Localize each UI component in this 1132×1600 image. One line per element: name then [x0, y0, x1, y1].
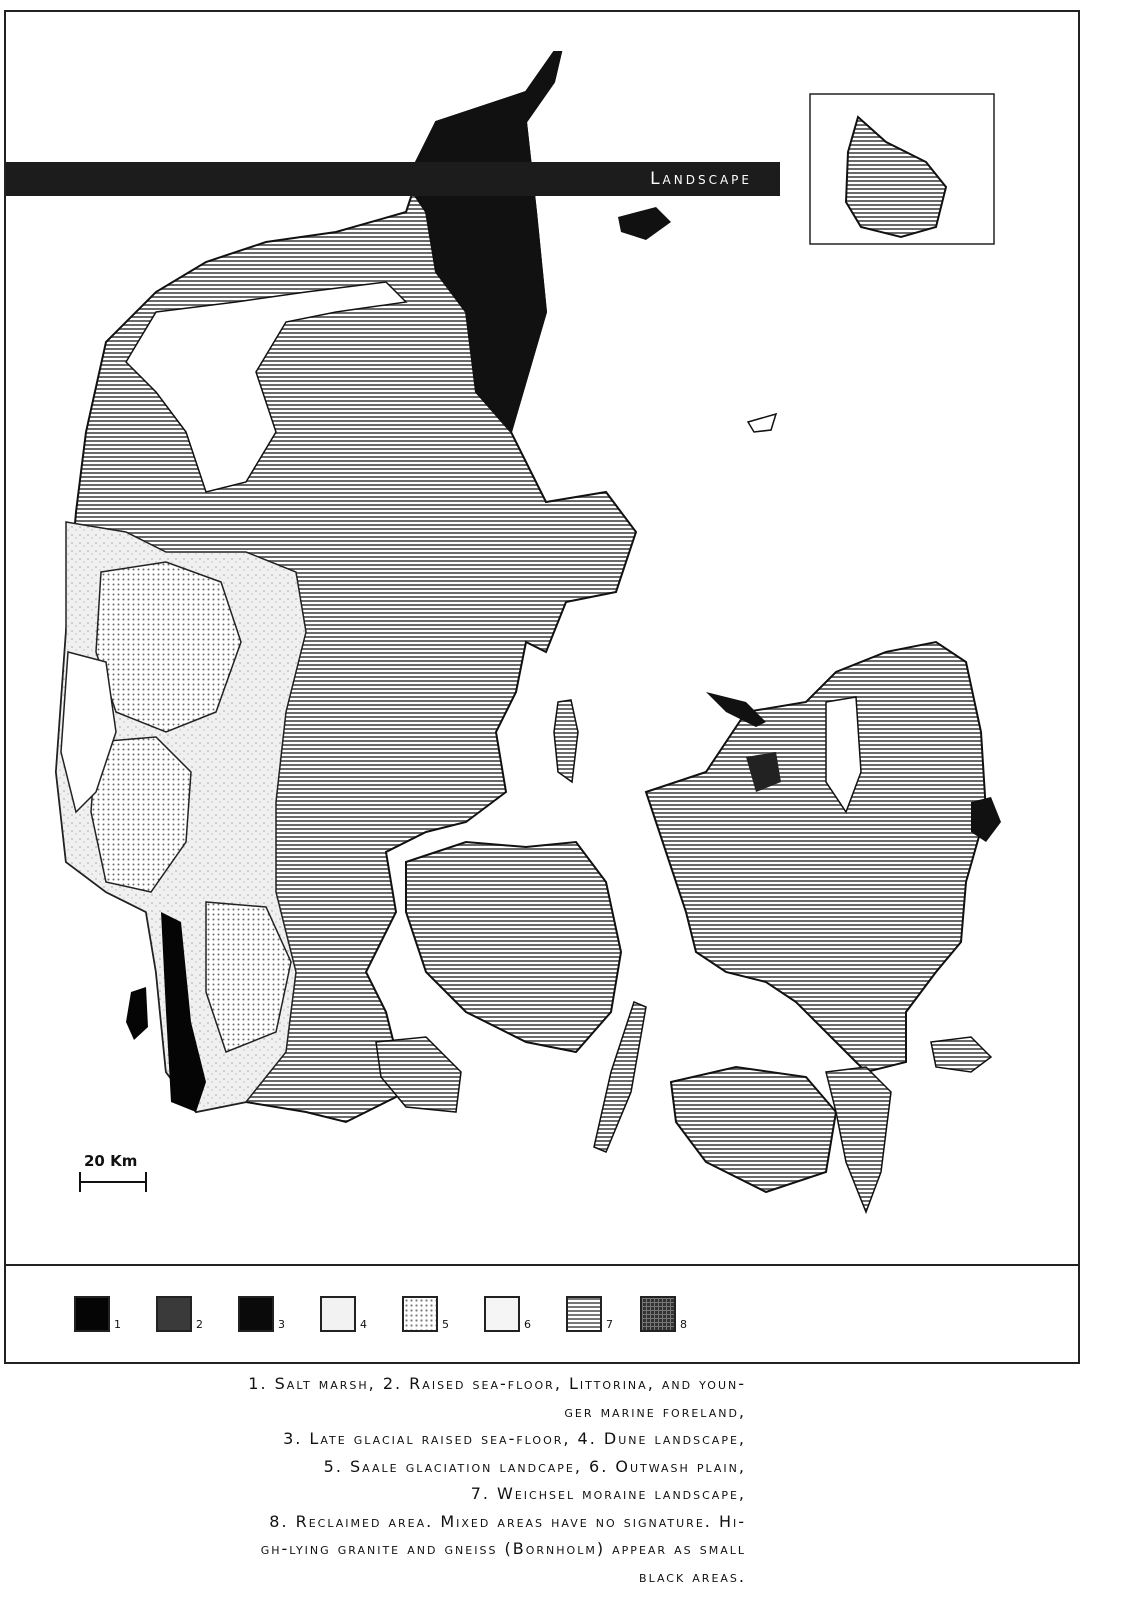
caption-line: black areas. [639, 1566, 746, 1586]
denmark-landscape-map [6, 12, 1078, 1264]
lolland-island [671, 1067, 836, 1192]
legend-item-1 [74, 1296, 146, 1336]
legend-swatch [156, 1296, 192, 1332]
scale-bar-label: 20 Km [84, 1152, 138, 1170]
map-caption [0, 1370, 746, 1590]
caption-line: 3. Late glacial raised sea-floor, 4. Dune landscape, [283, 1429, 746, 1448]
legend-swatch [640, 1296, 676, 1332]
legend-swatch [320, 1296, 356, 1332]
legend-number: 4 [360, 1318, 367, 1331]
legend-item-2 [156, 1296, 228, 1336]
falster-island [826, 1067, 891, 1212]
legend-item-4 [320, 1296, 392, 1336]
mon-island [931, 1037, 991, 1072]
title-bar [6, 162, 780, 196]
anholt-island [748, 414, 776, 432]
langeland-island [594, 1002, 646, 1152]
legend-number: 2 [196, 1318, 203, 1331]
legend-number: 3 [278, 1318, 285, 1331]
legend-number: 1 [114, 1318, 121, 1331]
caption-line: ger marine foreland, [564, 1401, 746, 1421]
samso-island [554, 700, 578, 782]
caption-line: 1. Salt marsh, 2. Raised sea-floor, Littorina, and youn- [248, 1374, 746, 1393]
funen-island [406, 842, 621, 1052]
legend-number: 7 [606, 1318, 613, 1331]
caption-line: gh-lying granite and gneiss (Bornholm) appear as small [260, 1539, 746, 1558]
map-drawing [6, 12, 1078, 1264]
legend-item-7 [566, 1296, 638, 1336]
legend-swatch [402, 1296, 438, 1332]
romo-island [126, 987, 148, 1040]
laeso-island [618, 207, 671, 240]
legend-item-6 [484, 1296, 556, 1336]
map-frame [4, 10, 1080, 1364]
zealand-island [646, 642, 986, 1072]
caption-line: 8. Reclaimed area. Mixed areas have no signature. Hi- [269, 1511, 746, 1531]
legend-number: 8 [680, 1318, 687, 1331]
legend-number: 6 [524, 1318, 531, 1331]
caption-line: 5. Saale glaciation landcape, 6. Outwash plain, [323, 1456, 746, 1476]
legend-item-5 [402, 1296, 474, 1336]
legend-swatch [238, 1296, 274, 1332]
title-label: Landscape [650, 169, 752, 189]
legend-swatch [484, 1296, 520, 1332]
legend-number: 5 [442, 1318, 449, 1331]
caption-line: 7. Weichsel moraine landscape, [470, 1484, 746, 1503]
legend-swatch [74, 1296, 110, 1332]
legend-strip [6, 1264, 1078, 1362]
legend-item-8 [640, 1296, 712, 1336]
scale-bar [80, 1152, 146, 1192]
legend-swatch [566, 1296, 602, 1332]
legend-item-3 [238, 1296, 310, 1336]
